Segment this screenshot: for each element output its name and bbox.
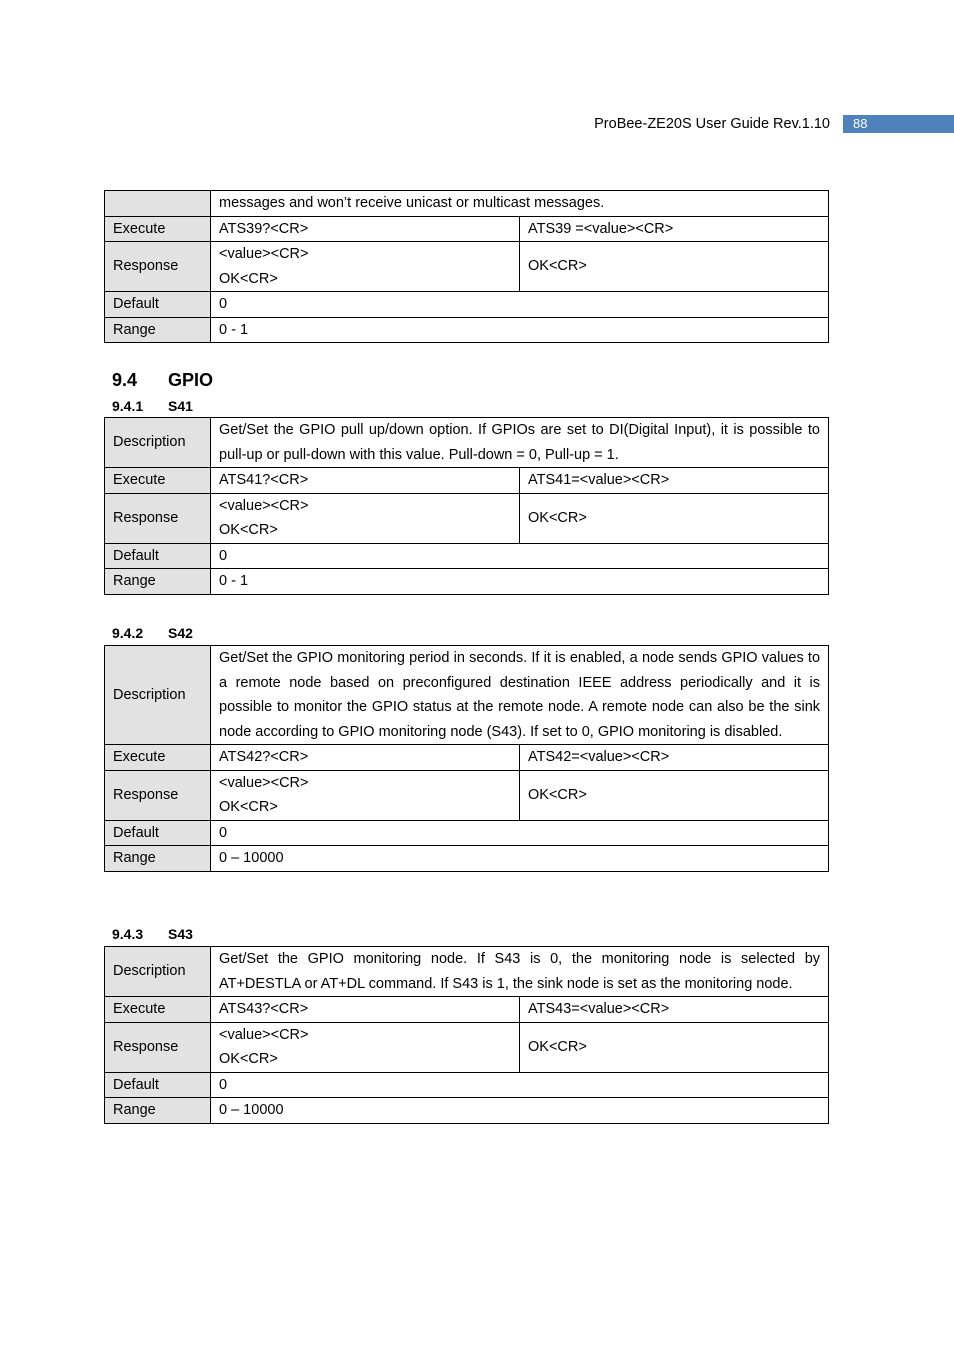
- page-number-badge: 88: [843, 115, 954, 133]
- description-row: [105, 646, 829, 745]
- default-row: [105, 820, 829, 846]
- response-read-line-1: <value><CR>: [219, 774, 309, 791]
- execute-write-cmd: ATS39 =<value><CR>: [520, 216, 829, 242]
- response-read-line-2: OK<CR>: [219, 522, 278, 538]
- default-value: 0: [211, 543, 829, 569]
- response-row: [105, 493, 829, 543]
- response-label: Response: [105, 1022, 211, 1072]
- execute-label: Execute: [105, 468, 211, 494]
- subsection-number: 9.4.3: [112, 926, 144, 942]
- response-label: Response: [105, 770, 211, 820]
- execute-read-cmd: ATS43?<CR>: [211, 997, 520, 1023]
- response-write: OK<CR>: [520, 770, 829, 820]
- execute-label: Execute: [105, 216, 211, 242]
- section-number: 9.4: [112, 370, 138, 390]
- subsection-title: S43: [168, 926, 193, 942]
- response-write: OK<CR>: [520, 1022, 829, 1072]
- response-read-line-1: <value><CR>: [219, 1026, 309, 1043]
- spec-table-s43: [104, 946, 829, 1124]
- response-label: Response: [105, 242, 211, 292]
- description-row: [105, 947, 829, 997]
- range-value: 0 – 10000: [211, 1098, 829, 1124]
- description-row: [105, 418, 829, 468]
- default-value: 0: [211, 292, 829, 318]
- range-row: [105, 569, 829, 595]
- range-value: 0 – 10000: [211, 846, 829, 872]
- response-read-line-1: <value><CR>: [219, 246, 309, 262]
- response-read: [211, 493, 520, 543]
- description-label: Description: [105, 646, 211, 745]
- subsection-heading-s41: [112, 397, 193, 415]
- response-read-line-1: <value><CR>: [219, 497, 309, 514]
- response-read-line-2: OK<CR>: [219, 1051, 278, 1067]
- default-value: 0: [211, 1072, 829, 1098]
- range-value: 0 - 1: [211, 569, 829, 595]
- subsection-heading-s43: [112, 925, 193, 943]
- description-value: Get/Set the GPIO monitoring node. If S43 is 0, the monitoring node is selected by AT+DESTLA or AT+DL command. If S43 is 1, the sink node is set as the monitoring node.: [211, 947, 829, 997]
- response-row: [105, 770, 829, 820]
- execute-row: [105, 216, 829, 242]
- description-label: Description: [105, 947, 211, 997]
- subsection-number: 9.4.2: [112, 625, 144, 641]
- spec-table-s42: [104, 645, 829, 872]
- range-label: Range: [105, 317, 211, 343]
- default-label: Default: [105, 820, 211, 846]
- description-value: Get/Set the GPIO pull up/down option. If GPIOs are set to DI(Digital Input), it is possible to pull-up or pull-down with this value. Pull-down = 0, Pull-up = 1.: [211, 418, 829, 468]
- subsection-number: 9.4.1: [112, 398, 144, 414]
- description-label-cell: [105, 191, 211, 217]
- subsection-title: S42: [168, 625, 193, 641]
- execute-read-cmd: ATS41?<CR>: [211, 468, 520, 494]
- execute-row: [105, 468, 829, 494]
- range-label: Range: [105, 846, 211, 872]
- subsection-heading-s42: [112, 624, 193, 642]
- description-label: Description: [105, 418, 211, 468]
- range-label: Range: [105, 1098, 211, 1124]
- default-label: Default: [105, 292, 211, 318]
- response-read: [211, 770, 520, 820]
- section-heading-gpio: [112, 369, 213, 391]
- range-row: [105, 1098, 829, 1124]
- execute-read-cmd: ATS39?<CR>: [211, 216, 520, 242]
- default-row: [105, 543, 829, 569]
- execute-write-cmd: ATS43=<value><CR>: [520, 997, 829, 1023]
- response-write: OK<CR>: [520, 242, 829, 292]
- range-row: [105, 846, 829, 872]
- execute-write-cmd: ATS42=<value><CR>: [520, 745, 829, 771]
- document-title: ProBee-ZE20S User Guide Rev.1.10: [594, 116, 830, 132]
- subsection-title: S41: [168, 398, 193, 414]
- response-write: OK<CR>: [520, 493, 829, 543]
- response-read: [211, 242, 520, 292]
- default-row: [105, 1072, 829, 1098]
- page-header: [0, 115, 954, 133]
- response-read-line-2: OK<CR>: [219, 270, 278, 287]
- range-label: Range: [105, 569, 211, 595]
- response-read: [211, 1022, 520, 1072]
- default-row: [105, 292, 829, 318]
- response-row: [105, 1022, 829, 1072]
- section-title: GPIO: [168, 370, 214, 390]
- default-label: Default: [105, 1072, 211, 1098]
- execute-read-cmd: ATS42?<CR>: [211, 745, 520, 771]
- default-value: 0: [211, 820, 829, 846]
- response-label: Response: [105, 493, 211, 543]
- description-row: [105, 191, 829, 217]
- execute-row: [105, 997, 829, 1023]
- range-value: 0 - 1: [211, 317, 829, 343]
- description-value: messages and won’t receive unicast or multicast messages.: [211, 191, 829, 217]
- default-label: Default: [105, 543, 211, 569]
- execute-label: Execute: [105, 745, 211, 771]
- execute-write-cmd: ATS41=<value><CR>: [520, 468, 829, 494]
- response-read-line-2: OK<CR>: [219, 799, 278, 815]
- execute-label: Execute: [105, 997, 211, 1023]
- execute-row: [105, 745, 829, 771]
- description-value: Get/Set the GPIO monitoring period in seconds. If it is enabled, a node sends GPIO values to a remote node based on preconfigured destination IEEE address periodically and it is possible to monitor the GPIO status at the remote node. A remote node can also be the sink node according to GPIO monitoring node (S43). If set to 0, GPIO monitoring is disabled.: [211, 646, 829, 745]
- response-row: [105, 242, 829, 292]
- spec-table-s39: [104, 190, 829, 343]
- spec-table-s41: [104, 417, 829, 595]
- range-row: [105, 317, 829, 343]
